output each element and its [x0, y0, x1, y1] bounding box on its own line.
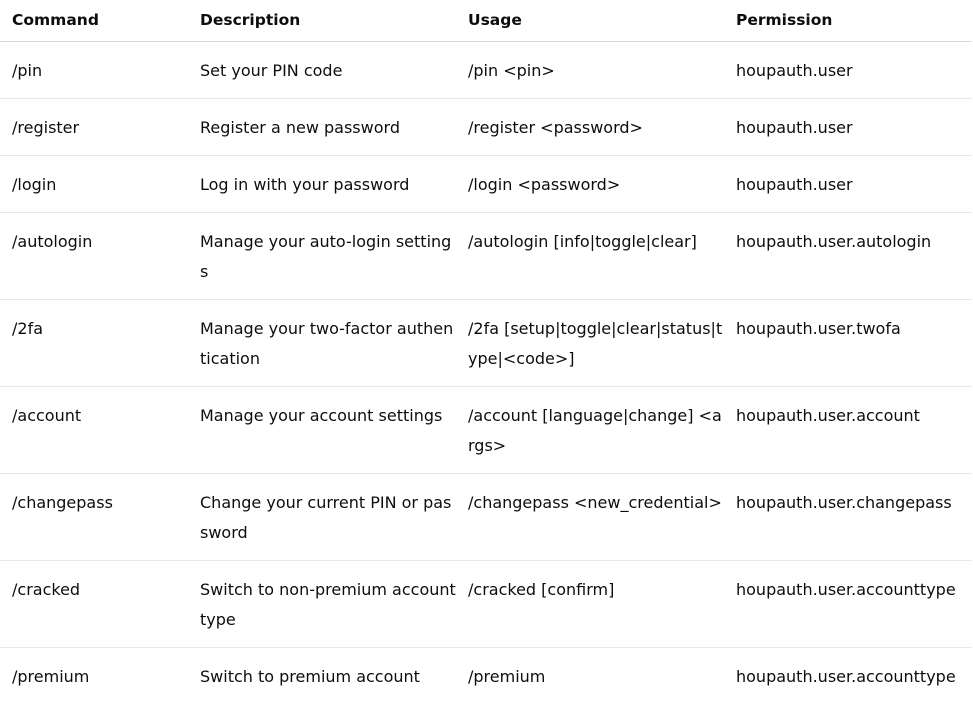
cell-usage: /pin <pin>	[456, 42, 724, 99]
table-row	[0, 42, 972, 99]
cell-description: Register a new password	[188, 99, 456, 156]
table-row	[0, 300, 972, 387]
cell-command: /premium	[12, 667, 90, 686]
cell-description: Manage your account settings	[188, 387, 456, 474]
cell-usage: /account [language|change] <args>	[456, 387, 724, 474]
cell-command: /pin	[0, 42, 188, 99]
cell-usage: /login <password>	[456, 156, 724, 213]
cell-permission: houpauth.user.changepass	[724, 474, 972, 561]
cell-command: /register	[0, 99, 188, 156]
header-permission: Permission	[724, 0, 972, 42]
table-row	[0, 213, 972, 300]
cell-command: /2fa	[0, 300, 188, 387]
table-row	[0, 474, 972, 561]
cell-description: Log in with your password	[188, 156, 456, 213]
cell-permission: houpauth.user.accounttype	[724, 561, 972, 648]
cell-usage: /premium	[468, 667, 546, 686]
table-row	[0, 99, 972, 156]
cell-usage: /2fa [setup|toggle|clear|status|type|<code>]	[456, 300, 724, 387]
table-row	[0, 648, 972, 705]
cell-usage: /register <password>	[456, 99, 724, 156]
cell-description: Switch to premium account	[200, 667, 420, 686]
cell-permission: houpauth.user	[724, 42, 972, 99]
cell-command: /account	[0, 387, 188, 474]
cell-usage: /autologin [info|toggle|clear]	[456, 213, 724, 300]
cell-permission: houpauth.user	[724, 99, 972, 156]
cell-command: /login	[0, 156, 188, 213]
table-row	[0, 156, 972, 213]
header-description: Description	[188, 0, 456, 42]
cell-command: /autologin	[0, 213, 188, 300]
cell-command: /cracked	[0, 561, 188, 648]
table-body	[0, 42, 972, 705]
cell-description: Change your current PIN or password	[188, 474, 456, 561]
table-header	[0, 0, 972, 42]
table-row	[0, 561, 972, 648]
table-row	[0, 387, 972, 474]
header-command: Command	[0, 0, 188, 42]
cell-description: Manage your two-factor authentication	[188, 300, 456, 387]
cell-description: Manage your auto-login settings	[188, 213, 456, 300]
cell-permission: houpauth.user.accounttype	[736, 667, 956, 686]
header-usage: Usage	[456, 0, 724, 42]
cell-usage: /changepass <new_credential>	[456, 474, 724, 561]
cell-permission: houpauth.user.twofa	[724, 300, 972, 387]
cell-description: Set your PIN code	[188, 42, 456, 99]
cell-command: /changepass	[0, 474, 188, 561]
cell-permission: houpauth.user.autologin	[724, 213, 972, 300]
cell-description: Switch to non-premium account type	[188, 561, 456, 648]
cell-usage: /cracked [confirm]	[456, 561, 724, 648]
cell-permission: houpauth.user.account	[724, 387, 972, 474]
header-row	[0, 0, 972, 42]
cell-permission: houpauth.user	[724, 156, 972, 213]
